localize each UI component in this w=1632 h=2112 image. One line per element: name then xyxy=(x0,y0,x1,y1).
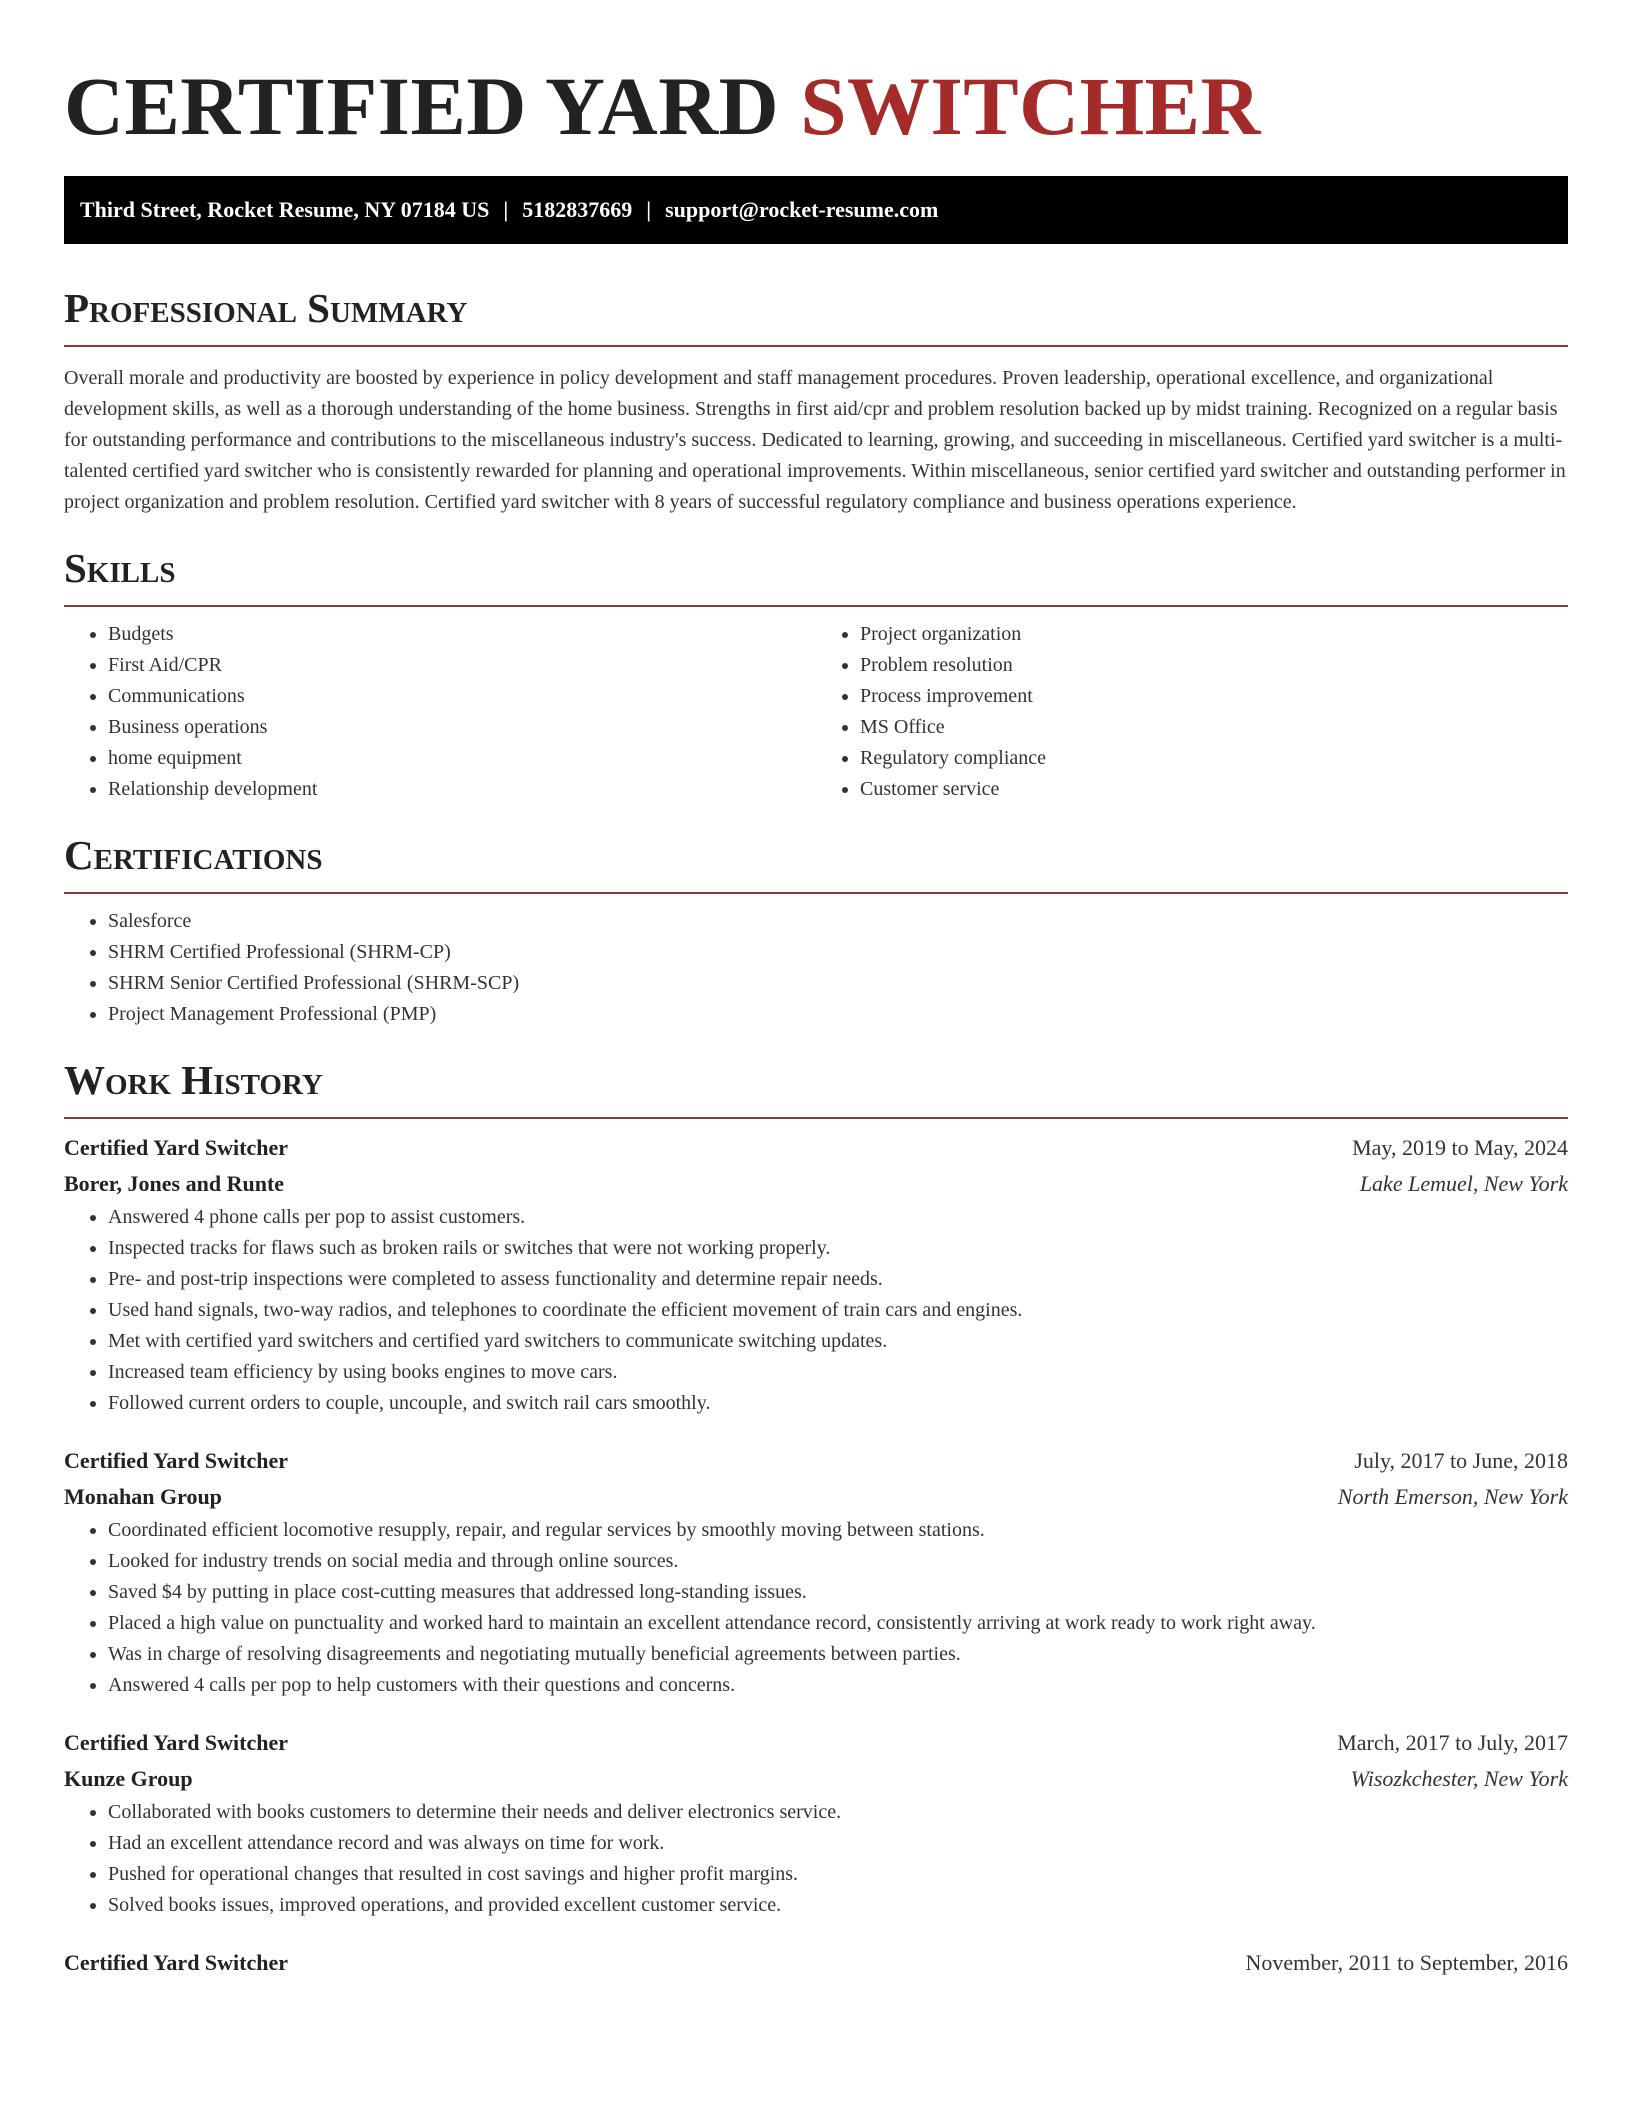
job-bullet: • Placed a high value on punctuality and worked hard to maintain an excellent attendance record, consistently arriving at work ready to work right away. xyxy=(108,1608,1568,1639)
job-title: Certified Yard Switcher xyxy=(64,1135,289,1160)
job-bullet: • Saved $4 by putting in place cost-cutting measures that addressed long-standing issues. xyxy=(108,1577,1568,1608)
skills-section xyxy=(64,543,1568,805)
job-dates: July, 2017 to June, 2018 xyxy=(1354,1448,1568,1473)
skills-list-left xyxy=(64,619,816,805)
job-bullet: • Looked for industry trends on social media and through online sources. xyxy=(108,1546,1568,1577)
contact-separator: | xyxy=(503,197,509,222)
skill-item: • Budgets xyxy=(108,619,816,650)
certification-item: • SHRM Certified Professional (SHRM-CP) xyxy=(108,937,1568,968)
contact-email: support@rocket-resume.com xyxy=(665,197,939,222)
job-bullet: • Pre- and post-trip inspections were completed to assess functionality and determine repair needs. xyxy=(108,1264,1568,1295)
job-bullet: • Answered 4 phone calls per pop to assist customers. xyxy=(108,1202,1568,1233)
name-first: CERTIFIED YARD xyxy=(64,60,780,152)
job-header-row xyxy=(64,1443,1568,1479)
section-divider xyxy=(64,892,1568,894)
resume-page xyxy=(64,0,1568,1981)
skill-item: • Problem resolution xyxy=(860,650,1568,681)
contact-bar xyxy=(64,176,1568,244)
skills-grid xyxy=(64,619,1568,805)
certifications-list xyxy=(64,906,1568,1030)
skill-item: • home equipment xyxy=(108,743,816,774)
skill-item: • Regulatory compliance xyxy=(860,743,1568,774)
contact-separator: | xyxy=(646,197,652,222)
job-bullet: • Was in charge of resolving disagreements and negotiating mutually beneficial agreements between parties. xyxy=(108,1639,1568,1670)
job-dates: May, 2019 to May, 2024 xyxy=(1352,1135,1568,1160)
work-history-section xyxy=(64,1055,1568,1981)
job-company: Borer, Jones and Runte xyxy=(64,1171,285,1196)
job-title: Certified Yard Switcher xyxy=(64,1448,289,1473)
job-entry xyxy=(64,1945,1568,1981)
job-header-row xyxy=(64,1130,1568,1166)
section-divider xyxy=(64,605,1568,607)
summary-heading: Professional Summary xyxy=(64,285,468,331)
summary-text: Overall morale and productivity are boosted by experience in policy development and staff management procedures. Proven leadership, operational excellence, and organizational development skills, as well as a thorough understanding of the home business. Strengths in first aid/cpr and problem resolution backed up by midst training. Recognized on a regular basis for outstanding performance and contributions to the miscellaneous industry's success. Dedicated to learning, growing, and succeeding in miscellaneous. Certified yard switcher is a multi-talented certified yard switcher who is consistently rewarded for planning and operational improvements. Within miscellaneous, senior certified yard switcher and outstanding performer in project organization and problem resolution. Certified yard switcher with 8 years of successful regulatory compliance and business operations experience. xyxy=(64,367,1566,513)
job-bullet: • Had an excellent attendance record and was always on time for work. xyxy=(108,1828,1568,1859)
skill-item: • Project organization xyxy=(860,619,1568,650)
certifications-section xyxy=(64,830,1568,1030)
job-company-row xyxy=(64,1479,1568,1515)
job-bullet: • Used hand signals, two-way radios, and telephones to coordinate the efficient movement of train cars and engines. xyxy=(108,1295,1568,1326)
skills-heading: Skills xyxy=(64,545,176,591)
job-location: Lake Lemuel, New York xyxy=(1359,1171,1568,1196)
section-divider xyxy=(64,345,1568,347)
resume-name xyxy=(64,0,1568,156)
job-bullet: • Solved books issues, improved operations, and provided excellent customer service. xyxy=(108,1890,1568,1921)
job-title: Certified Yard Switcher xyxy=(64,1730,289,1755)
skill-item: • Business operations xyxy=(108,712,816,743)
job-bullets xyxy=(64,1202,1568,1419)
job-bullet: • Increased team efficiency by using books engines to move cars. xyxy=(108,1357,1568,1388)
certification-item: • Salesforce xyxy=(108,906,1568,937)
job-bullet: • Answered 4 calls per pop to help customers with their questions and concerns. xyxy=(108,1670,1568,1701)
job-bullets xyxy=(64,1797,1568,1921)
contact-address: Third Street, Rocket Resume, NY 07184 US xyxy=(80,197,490,222)
name-accent: SWITCHER xyxy=(800,60,1261,152)
job-location: Wisozkchester, New York xyxy=(1350,1766,1568,1791)
skill-item: • Relationship development xyxy=(108,774,816,805)
job-dates: November, 2011 to September, 2016 xyxy=(1245,1950,1568,1975)
job-company: Monahan Group xyxy=(64,1484,222,1509)
skills-list-right xyxy=(816,619,1568,805)
job-location: North Emerson, New York xyxy=(1337,1484,1568,1509)
job-bullet: • Met with certified yard switchers and certified yard switchers to communicate switching updates. xyxy=(108,1326,1568,1357)
certification-item: • SHRM Senior Certified Professional (SHRM-SCP) xyxy=(108,968,1568,999)
job-header-row xyxy=(64,1725,1568,1761)
job-dates: March, 2017 to July, 2017 xyxy=(1337,1730,1568,1755)
job-bullets xyxy=(64,1515,1568,1701)
work-history-heading: Work History xyxy=(64,1057,323,1103)
job-bullet: • Collaborated with books customers to determine their needs and deliver electronics service. xyxy=(108,1797,1568,1828)
job-company-row xyxy=(64,1166,1568,1202)
skill-item: • Customer service xyxy=(860,774,1568,805)
skill-item: • Process improvement xyxy=(860,681,1568,712)
job-entry xyxy=(64,1725,1568,1921)
skill-item: • Communications xyxy=(108,681,816,712)
job-company-row xyxy=(64,1761,1568,1797)
contact-phone: 5182837669 xyxy=(522,197,633,222)
job-bullet: • Inspected tracks for flaws such as broken rails or switches that were not working properly. xyxy=(108,1233,1568,1264)
job-bullet: • Followed current orders to couple, uncouple, and switch rail cars smoothly. xyxy=(108,1388,1568,1419)
section-divider xyxy=(64,1117,1568,1119)
job-entry xyxy=(64,1130,1568,1419)
certifications-heading: Certifications xyxy=(64,832,323,878)
certification-item: • Project Management Professional (PMP) xyxy=(108,999,1568,1030)
skill-item: • First Aid/CPR xyxy=(108,650,816,681)
skill-item: • MS Office xyxy=(860,712,1568,743)
job-company: Kunze Group xyxy=(64,1766,193,1791)
job-bullet: • Coordinated efficient locomotive resupply, repair, and regular services by smoothly moving between stations. xyxy=(108,1515,1568,1546)
job-title: Certified Yard Switcher xyxy=(64,1950,289,1975)
job-header-row xyxy=(64,1945,1568,1981)
job-entry xyxy=(64,1443,1568,1701)
summary-section xyxy=(64,283,1568,518)
job-bullet: • Pushed for operational changes that resulted in cost savings and higher profit margins. xyxy=(108,1859,1568,1890)
